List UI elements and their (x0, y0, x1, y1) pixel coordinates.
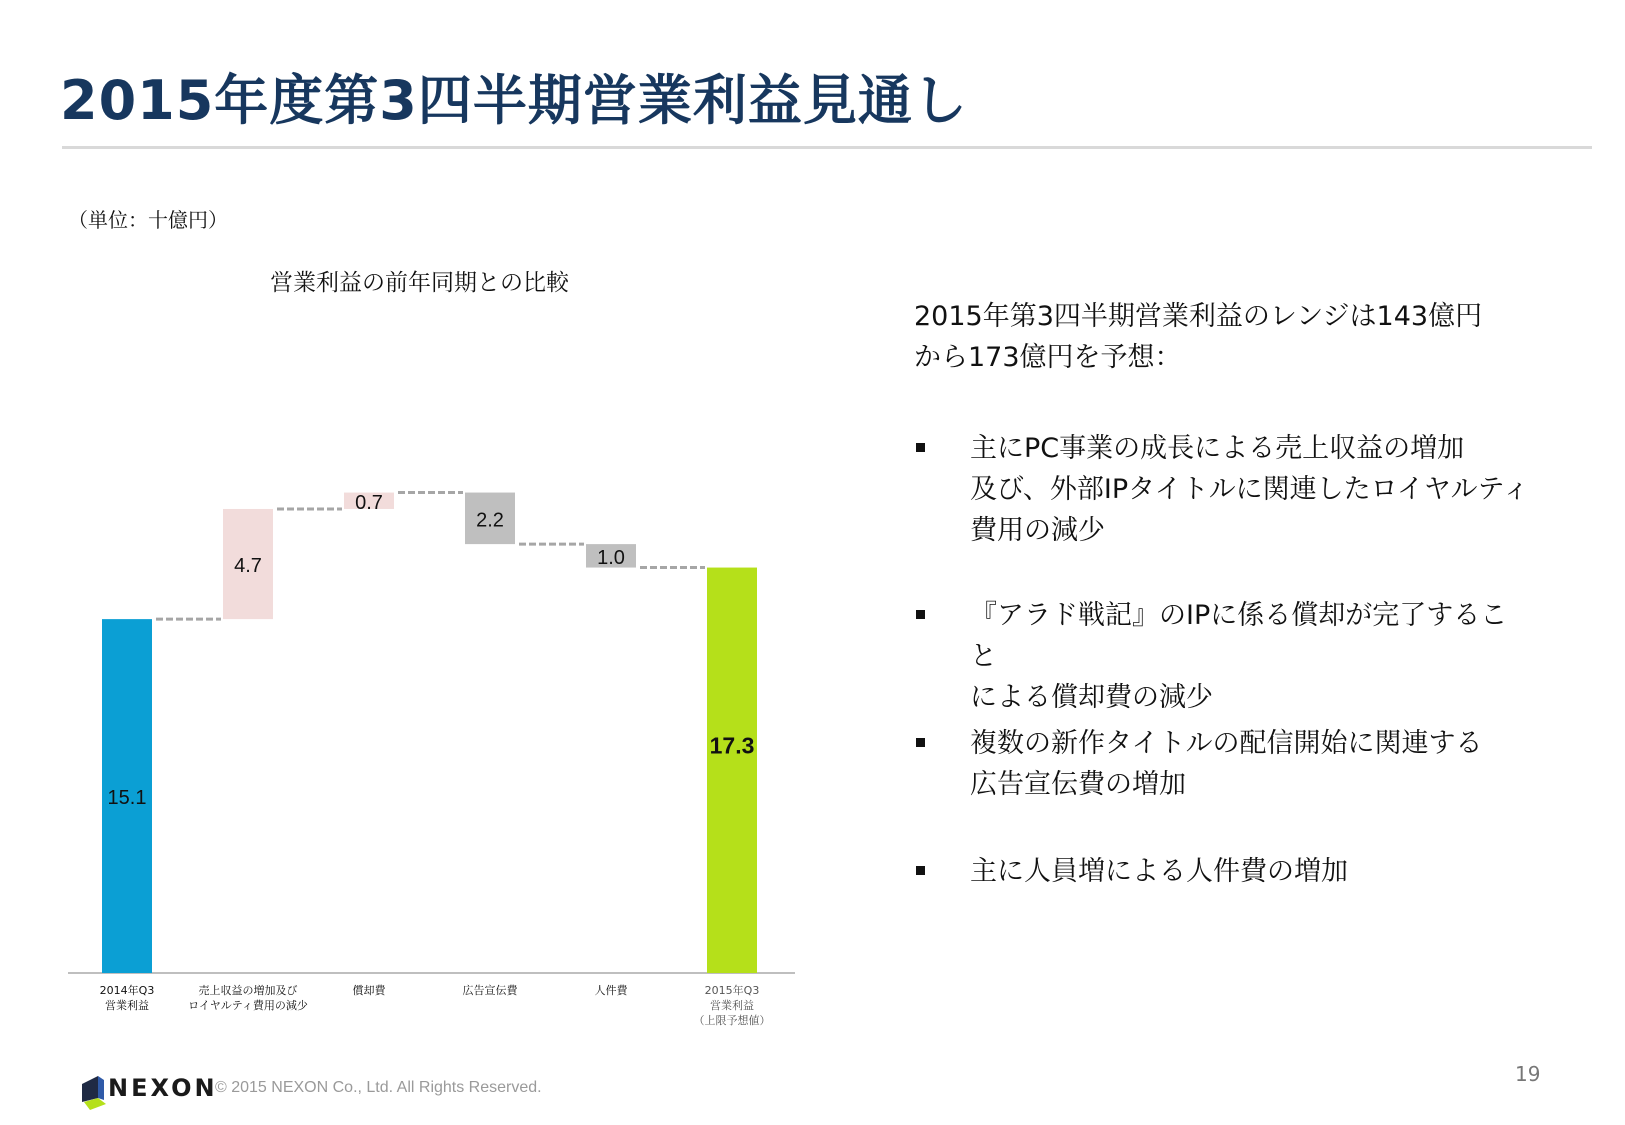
waterfall-bar-6 (707, 568, 757, 973)
bullet-marker (916, 443, 925, 452)
category-label-6-line-3: （上限予想値） (693, 1014, 771, 1027)
category-label-6-line-1: 2015年Q3 (704, 984, 760, 997)
bar-value-label-2: 4.7 (234, 555, 262, 578)
summary-intro-line-1: 2015年第3四半期営業利益のレンジは143億円 (914, 301, 1483, 332)
category-label-1-line-2: 営業利益 (105, 999, 149, 1012)
copyright-text: © 2015 NEXON Co., Ltd. All Rights Reserved. (215, 1079, 542, 1096)
bullet-3-line-2: 広告宣伝費の増加 (970, 769, 1186, 800)
bar-value-label-4: 2.2 (476, 509, 504, 532)
summary-intro-line-2: から173億円を予想： (914, 342, 1182, 373)
category-label-4-line-1: 広告宣伝費 (462, 984, 518, 997)
nexon-logo-text: NEXON (108, 1074, 218, 1102)
category-label-2-line-2: ロイヤルティ費用の減少 (188, 999, 308, 1012)
chart-title: 営業利益の前年同期との比較 (270, 270, 569, 296)
bullet-4-line-1: 主に人員増による人件費の増加 (970, 856, 1348, 887)
unit-note: （単位：十億円） (68, 208, 228, 232)
category-label-2-line-1: 売上収益の増加及び (198, 984, 298, 997)
bullet-marker (916, 866, 925, 875)
bar-value-label-5: 1.0 (597, 546, 625, 569)
bar-value-label-1: 15.1 (107, 787, 147, 810)
page-number: 19 (1515, 1062, 1541, 1086)
bullet-1-line-1: 主にPC事業の成長による売上収益の増加 (970, 433, 1465, 464)
waterfall-chart (0, 0, 820, 1060)
bullet-marker (916, 610, 925, 619)
bar-value-label-3: 0.7 (355, 491, 383, 514)
category-label-1-line-1: 2014年Q3 (99, 984, 155, 997)
summary-intro (914, 296, 1554, 378)
nexon-logo-icon (80, 1072, 108, 1110)
category-label-3-line-1: 償却費 (352, 984, 386, 997)
bullet-3-line-1: 複数の新作タイトルの配信開始に関連する (970, 728, 1483, 759)
bullet-marker (916, 738, 925, 747)
bar-value-label-6: 17.3 (709, 732, 755, 759)
page-title: 2015年度第3四半期営業利益見通し (60, 69, 968, 132)
category-label-5-line-1: 人件費 (594, 984, 628, 997)
category-label-6-line-2: 営業利益 (710, 999, 754, 1012)
bullet-1-line-3: 費用の減少 (970, 515, 1105, 546)
bullet-1-line-2: 及び、外部IPタイトルに関連したロイヤルティ (970, 474, 1530, 505)
bullet-2-line-1: 『アラド戦記』のIPに係る償却が完了すること (970, 600, 1508, 672)
bullet-2-line-2: による償却費の減少 (970, 682, 1213, 713)
